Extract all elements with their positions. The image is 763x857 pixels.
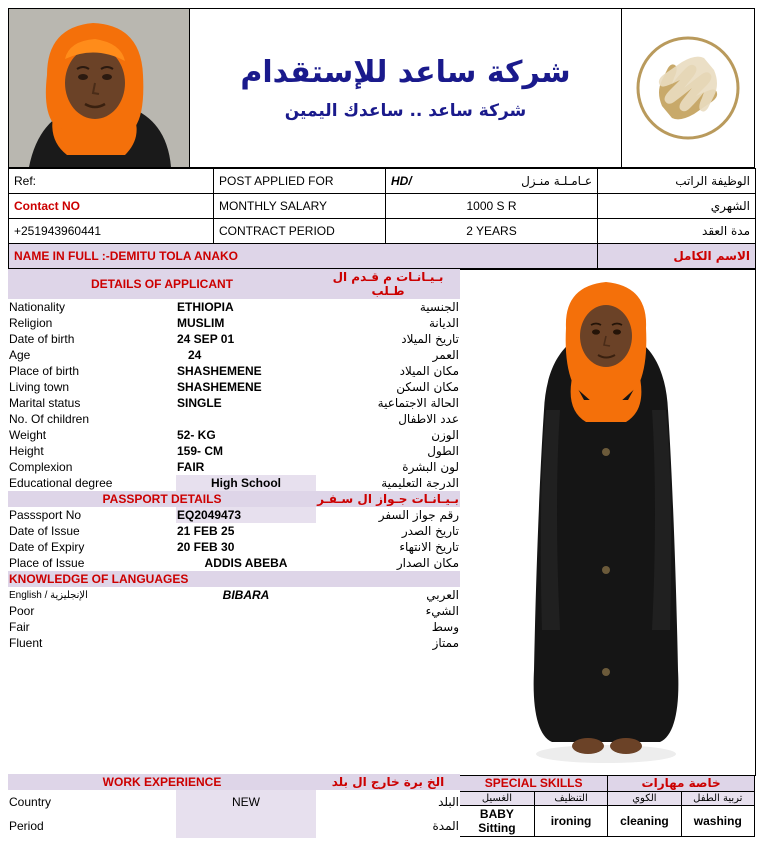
skill-value: washing [681,806,754,837]
passport-section-title: PASSPORT DETAILS [8,491,316,507]
skills-section-title-ar: خاصة مهارات [608,775,755,792]
row-label: Weight [9,428,47,442]
table-row [8,619,460,635]
work-experience-table [8,774,460,838]
row-value: 24 [188,348,202,362]
skills-row [460,806,755,837]
company-title: شركة ساعد للإستقدام [240,55,571,90]
main-body [8,269,755,774]
company-title-cell [190,9,621,167]
monthly-salary-ar: الشهري [598,194,756,219]
contact-label: Contact NO [9,194,214,219]
table-row [8,603,460,619]
skills-ar-header-row [460,792,755,806]
row-label: Age [9,348,31,362]
row-label: Nationality [9,300,66,314]
work-section-title-ar: الخ برة خارج ال بلد [316,774,460,790]
row-value: 21 FEB 25 [177,524,235,538]
contract-period-label: CONTRACT PERIOD [214,219,386,244]
row-label: Religion [9,316,53,330]
table-row [8,443,460,459]
contact-value: +251943960441 [9,219,214,244]
skill-ar-header: التنظيف [534,792,607,806]
row-value: ETHIOPIA [177,300,234,314]
skill-ar-header: الكوي [608,792,681,806]
row-value: FAIR [177,460,205,474]
skill-ar-header: تربية الطفل [681,792,754,806]
post-applied-ar: عـامـلـة منـزل [521,174,592,188]
row-label: Passsport No [9,508,82,522]
table-row [8,635,460,651]
work-section-title: WORK EXPERIENCE [8,774,316,790]
row-value: ADDIS ABEBA [204,556,288,570]
table-row [8,587,460,603]
row-label: Place of Issue [9,556,85,570]
language-level-ar: الشيء [425,604,459,618]
details-table [8,269,460,587]
language-level-label: Poor [9,604,35,618]
applicant-data-column [8,269,460,774]
contract-period-ar: مدة العقد [598,219,756,244]
row-label: Complexion [9,460,73,474]
languages-section-header [8,571,460,587]
row-label-ar: عدد الاطفال [398,412,459,426]
row-label-ar: البلد [438,795,459,809]
row-value: NEW [176,790,316,814]
details-section-header [8,269,460,299]
row-label-ar: الديانة [428,316,459,330]
work-section-header [8,774,460,790]
table-row [8,555,460,571]
language-header-value: BIBARA [222,588,270,602]
row-label-ar: الحالة الاجتماعية [377,396,459,410]
row-label-ar: الدرجة التعليمية [381,476,459,490]
row-value: 52- KG [177,428,216,442]
language-header-left: English / الإنجليزية [9,589,88,601]
row-label: No. Of children [9,412,90,426]
skill-ar-header: الغسيل [460,792,534,806]
row-value: SHASHEMENE [177,380,262,394]
row-label: Place of birth [9,364,80,378]
row-label-ar: الطول [427,444,459,458]
language-level-mark [176,603,316,619]
row-value: 20 FEB 30 [177,540,235,554]
special-skills-block [460,774,755,838]
row-label-ar: الوزن [431,428,459,442]
language-level-ar: ممتاز [432,636,459,650]
applicant-headshot [9,9,190,167]
row-label-ar: مكان السكن [396,380,459,394]
row-label-ar: المدة [432,819,459,833]
row-label: Country [9,795,52,809]
bottom-section [8,774,755,838]
row-label-ar: مكان الميلاد [399,364,459,378]
language-level-label: Fluent [9,636,43,650]
skill-value: BABY Sitting [460,806,534,837]
headshot-illustration [9,9,189,167]
passport-section-title-ar: بـيـانـات جـواز ال سـفـر [317,492,459,506]
row-label: Date of Expiry [9,540,85,554]
company-subtitle: شركة ساعد .. ساعدك اليمين [284,101,527,121]
skill-value: ironing [534,806,607,837]
document-header [8,8,755,168]
contract-period-value: 2 YEARS [386,219,598,244]
name-in-full-ar: الاسم الكامل [598,244,756,269]
row-label: Period [9,819,44,833]
language-header-ar: العربي [426,588,459,602]
spacer-cell [8,651,460,693]
details-section-title-ar: بـيـانـات م قـدم ال طـلب [316,269,460,299]
row-label-ar: لون البشرة [402,460,459,474]
languages-spacer-row [8,651,460,693]
table-row [8,523,460,539]
row-label-ar: رقم جواز السفر [378,508,459,522]
table-row [8,411,460,427]
table-row [9,219,756,244]
row-label: Living town [9,380,70,394]
row-label-ar: تاريخ الميلاد [401,332,459,346]
table-row [8,790,460,814]
row-label-ar: مكان الصدار [396,556,459,570]
post-applied-label: POST APPLIED FOR [214,169,386,194]
row-value: 24 SEP 01 [177,332,235,346]
row-label-ar: الجنسية [419,300,459,314]
monthly-salary-label: MONTHLY SALARY [214,194,386,219]
details-section-title: DETAILS OF APPLICANT [8,269,316,299]
row-label-ar: العمر [432,348,459,362]
table-row [9,169,756,194]
table-row [8,507,460,523]
row-value: SINGLE [177,396,222,410]
row-label: Educational degree [9,476,113,490]
row-label: Date of birth [9,332,75,346]
skill-value: cleaning [608,806,681,837]
table-row [8,459,460,475]
skills-section-title: SPECIAL SKILLS [460,775,608,792]
job-salary-ar: الوظيفة الراتب [598,169,756,194]
monthly-salary-value: 1000 S R [386,194,598,219]
applicant-full-body [460,269,756,776]
post-applied-value-cell [386,169,598,194]
row-value: SHASHEMENE [177,364,262,378]
ref-label: Ref: [9,169,214,194]
table-row [8,347,460,363]
skills-section-header [460,775,755,792]
post-applied-value: HD/ [391,174,412,188]
language-level-ar: وسط [431,620,459,634]
languages-section-title: KNOWLEDGE OF LANGUAGES [8,571,460,587]
language-cell-blank-1 [113,587,145,603]
row-value [176,814,316,838]
applicant-photo-column [460,269,755,774]
language-level-label: Fair [9,620,30,634]
cv-document [0,8,763,857]
work-experience-block [8,774,460,838]
row-label-ar: تاريخ الصدر [401,524,459,538]
row-value: 159- CM [177,444,224,458]
helping-hands-icon [632,34,744,142]
table-row [8,299,460,315]
table-row [8,539,460,555]
row-value: EQ2049473 [176,507,316,523]
row-label-ar: تاريخ الانتهاء [399,540,459,554]
table-row [8,363,460,379]
row-value: High School [176,475,316,491]
full-body-illustration [460,270,753,770]
special-skills-table [460,774,755,837]
name-in-full-label: NAME IN FULL :-DEMITU TOLA ANAKO [9,244,598,269]
table-row [9,194,756,219]
language-cell-blank-2 [145,587,176,603]
table-row [8,814,460,838]
row-label: Marital status [9,396,81,410]
name-in-full-row [9,244,756,269]
table-row [8,315,460,331]
table-row [8,475,460,491]
language-level-mark [176,619,316,635]
table-row [8,427,460,443]
row-value: MUSLIM [177,316,225,330]
row-value [176,411,316,427]
table-row [8,379,460,395]
table-row [8,331,460,347]
top-info-table [8,168,756,269]
languages-table [8,587,460,693]
company-logo [621,9,754,167]
passport-section-header [8,491,460,507]
language-level-mark [176,635,316,651]
row-label: Date of Issue [9,524,80,538]
table-row [8,395,460,411]
row-label: Height [9,444,44,458]
